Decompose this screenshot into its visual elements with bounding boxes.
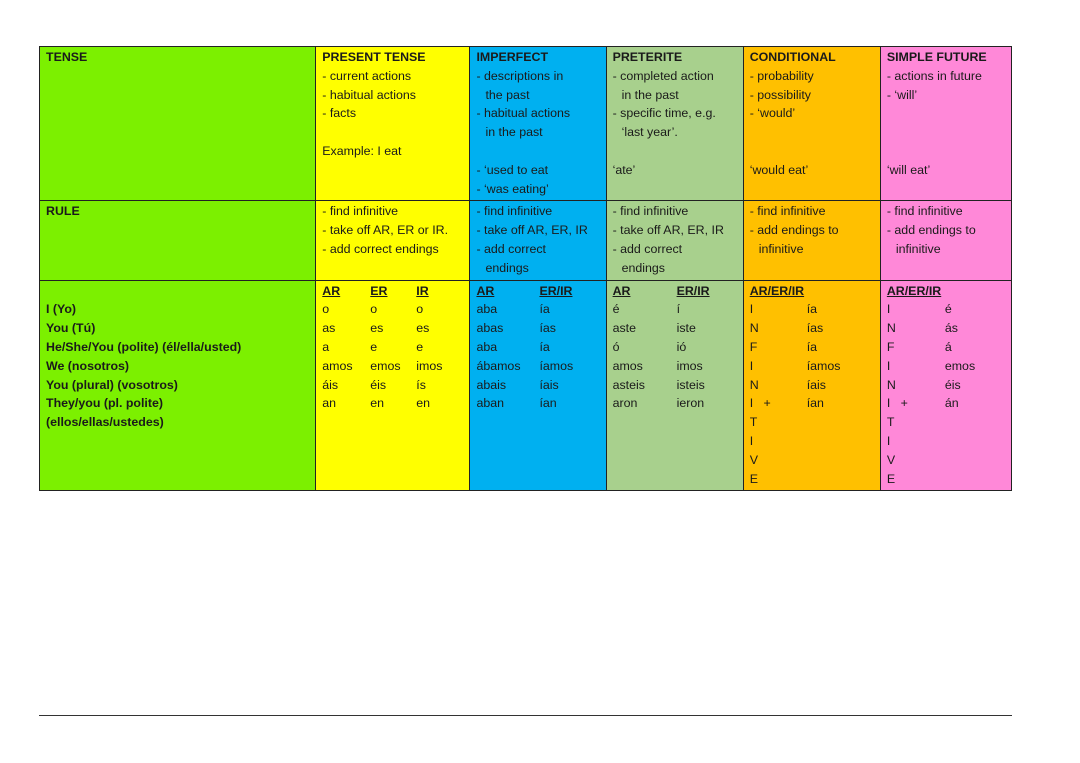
infinitive-letter: N (749, 377, 759, 392)
conditional-rule-cell (743, 201, 880, 280)
imperfect-use-2: the past (485, 87, 530, 102)
future-ending-row (887, 451, 1005, 470)
pronoun-yo: I (Yo) (46, 302, 77, 317)
ending: aron (612, 396, 638, 411)
imperfect-ending-row (476, 376, 599, 395)
preterite-example: ‘ate’ (612, 162, 636, 177)
conditional-ending-row (750, 470, 874, 489)
ending: íamos (806, 358, 841, 373)
verb-tense-table (39, 46, 1012, 491)
imperfect-rule-2: - take off AR, ER, IR (476, 223, 588, 238)
imperfect-ending-row (476, 319, 599, 338)
ending: á (944, 339, 952, 354)
preterite-use-2: in the past (621, 87, 679, 102)
imperfect-rule-1: - find infinitive (476, 204, 553, 219)
ending: án (944, 396, 959, 411)
ending: ás (944, 321, 958, 336)
ending: ía (806, 302, 818, 317)
ending: asteis (612, 377, 645, 392)
conditional-endings-cell (743, 280, 880, 491)
ending: íais (806, 377, 826, 392)
preterite-ending-row (613, 300, 737, 319)
present-use-2: - habitual actions (322, 87, 416, 102)
future-cell (880, 47, 1011, 201)
ending: o (416, 302, 424, 317)
ending: ió (676, 339, 687, 354)
future-endings-cell (880, 280, 1011, 491)
ending: amos (612, 358, 643, 373)
ending: ían (806, 396, 824, 411)
conditional-cell (743, 47, 880, 201)
infinitive-letter: T (886, 415, 895, 430)
imperfect-erir-head: ER/IR (539, 283, 573, 298)
present-use-1: - current actions (322, 68, 412, 83)
ending: iste (676, 321, 696, 336)
ending: áis (322, 377, 339, 392)
present-ending-row (322, 319, 463, 338)
imperfect-ending-row (476, 394, 599, 413)
imperfect-ending-row (476, 338, 599, 357)
ending: o (322, 302, 330, 317)
preterite-erir-head: ER/IR (676, 283, 710, 298)
rule-row (40, 201, 1012, 280)
pronoun-ellos-2: (ellos/ellas/ustedes) (46, 415, 164, 430)
future-rule-1: - find infinitive (886, 204, 963, 219)
ending: ía (539, 339, 550, 354)
preterite-rule-3: - add correct (612, 241, 683, 256)
present-header: PRESENT TENSE (322, 50, 426, 64)
infinitive-letter: I + (886, 396, 908, 411)
future-rule-cell (880, 201, 1011, 280)
future-use-2: - ‘will’ (886, 87, 918, 102)
preterite-endings-header (613, 282, 737, 301)
ending: imos (676, 358, 703, 373)
preterite-ending-row (613, 376, 737, 395)
infinitive-letter: I (886, 433, 891, 448)
ending: emos (370, 358, 401, 373)
imperfect-example-2: - ‘was eating’ (476, 181, 549, 196)
conditional-ending-row (750, 338, 874, 357)
ending: aba (476, 302, 498, 317)
preterite-rule-1: - find infinitive (612, 204, 689, 219)
pronoun-nosotros: We (nosotros) (46, 358, 130, 373)
conditional-example: ‘would eat’ (749, 162, 809, 177)
present-ir-head: IR (416, 283, 429, 298)
ending: ía (806, 339, 818, 354)
imperfect-ending-row (476, 300, 599, 319)
imperfect-rule-3: - add correct (476, 241, 546, 256)
infinitive-letter: I (749, 433, 754, 448)
rule-label: RULE (46, 204, 80, 219)
infinitive-letter: V (886, 452, 896, 467)
ending: imos (416, 358, 443, 373)
preterite-header: PRETERITE (612, 50, 683, 64)
imperfect-rule-cell (470, 201, 606, 280)
preterite-rule-4: endings (621, 260, 665, 275)
infinitive-letter: I (886, 302, 891, 317)
ending: en (370, 396, 385, 411)
conditional-rule-2: - add endings to (749, 223, 839, 238)
ending: ías (539, 321, 556, 336)
ending: íais (539, 377, 559, 392)
conditional-ending-row (750, 376, 874, 395)
ending: abais (476, 377, 507, 392)
conditional-use-2: - possibility (749, 87, 811, 102)
conditional-use-1: - probability (749, 68, 814, 83)
future-rule-3: infinitive (895, 241, 941, 256)
ending: as (322, 321, 336, 336)
conditional-ending-row (750, 357, 874, 376)
preterite-rule-cell (606, 201, 743, 280)
future-example: ‘will eat’ (886, 162, 931, 177)
imperfect-endings-cell (470, 280, 606, 491)
ending: é (944, 302, 952, 317)
preterite-endings-cell (606, 280, 743, 491)
ending: ía (539, 302, 550, 317)
imperfect-header: IMPERFECT (476, 50, 549, 64)
future-ending-row (887, 413, 1005, 432)
preterite-use-1: - completed action (612, 68, 714, 83)
ending: éis (370, 377, 387, 392)
future-ending-row (887, 357, 1005, 376)
ending: an (322, 396, 337, 411)
infinitive-letter: F (749, 339, 758, 354)
present-endings-header (322, 282, 463, 301)
tense-row (40, 47, 1012, 201)
pronoun-el: He/She/You (polite) (él/ella/usted) (46, 339, 242, 354)
ending: isteis (676, 377, 705, 392)
imperfect-ar-head: AR (476, 283, 495, 298)
conditional-header: CONDITIONAL (749, 50, 836, 64)
future-ending-row (887, 470, 1005, 489)
present-ar-head: AR (322, 283, 341, 298)
ending: ábamos (476, 358, 521, 373)
conditional-use-3: - ‘would’ (749, 106, 796, 121)
pronoun-tu: You (Tú) (46, 321, 96, 336)
infinitive-letter: I (886, 358, 891, 373)
imperfect-cell (470, 47, 606, 201)
present-ending-row (322, 338, 463, 357)
ending: e (416, 339, 424, 354)
present-example: Example: I eat (322, 143, 402, 158)
page-footer-divider (39, 715, 1012, 716)
present-ending-row (322, 376, 463, 395)
conditional-ending-row (750, 319, 874, 338)
preterite-ending-row (613, 394, 737, 413)
imperfect-use-3: - habitual actions (476, 106, 571, 121)
imperfect-rule-4: endings (485, 260, 529, 275)
infinitive-letter: I (749, 302, 754, 317)
present-rule-2: - take off AR, ER or IR. (322, 223, 449, 238)
conditional-ending-row (750, 413, 874, 432)
future-ending-row (887, 432, 1005, 451)
future-ending-row (887, 394, 1005, 413)
rule-label-cell (40, 201, 316, 280)
ending: o (370, 302, 378, 317)
conditional-endings-header (750, 282, 874, 301)
imperfect-use-1: - descriptions in (476, 68, 564, 83)
ending: aba (476, 339, 498, 354)
conditional-rule-3: infinitive (758, 241, 804, 256)
pronoun-cell (40, 280, 316, 491)
preterite-ar-head: AR (612, 283, 631, 298)
infinitive-letter: E (749, 471, 758, 486)
imperfect-use-4: in the past (485, 125, 543, 140)
ending: es (416, 321, 430, 336)
present-endings-cell (316, 280, 470, 491)
tense-label-cell (40, 47, 316, 201)
future-ending-row (887, 376, 1005, 395)
ending: aban (476, 396, 505, 411)
infinitive-letter: E (886, 471, 896, 486)
ending: ís (416, 377, 426, 392)
infinitive-letter: F (886, 339, 895, 354)
ending: es (370, 321, 384, 336)
pronoun-ellos: They/you (pl. polite) (46, 396, 164, 411)
future-use-1: - actions in future (886, 68, 982, 83)
future-rule-2: - add endings to (886, 223, 976, 238)
infinitive-letter: N (749, 321, 759, 336)
present-tense-cell (316, 47, 470, 201)
present-rule-1: - find infinitive (322, 204, 399, 219)
preterite-ending-row (613, 338, 737, 357)
ending: emos (944, 358, 976, 373)
future-ending-row (887, 338, 1005, 357)
ending: ieron (676, 396, 705, 411)
conditional-rule-1: - find infinitive (749, 204, 826, 219)
preterite-cell (606, 47, 743, 201)
present-ending-row (322, 300, 463, 319)
infinitive-letter: N (886, 321, 896, 336)
preterite-rule-2: - take off AR, ER, IR (612, 223, 724, 238)
present-rule-3: - add correct endings (322, 241, 439, 256)
ending: é (612, 302, 620, 317)
future-head: AR/ER/IR (886, 283, 942, 298)
conditional-head: AR/ER/IR (749, 283, 805, 298)
future-endings-header (887, 282, 1005, 301)
present-use-3: - facts (322, 106, 357, 121)
future-header: SIMPLE FUTURE (886, 50, 987, 64)
ending: e (370, 339, 378, 354)
ending: en (416, 396, 431, 411)
infinitive-letter: V (749, 452, 758, 467)
conditional-ending-row (750, 300, 874, 319)
ending: ían (539, 396, 557, 411)
pronoun-vosotros: You (plural) (vosotros) (46, 377, 178, 392)
conditional-ending-row (750, 432, 874, 451)
ending: í (676, 302, 681, 317)
imperfect-example-1: - ‘used to eat (476, 162, 549, 177)
ending: aste (612, 321, 636, 336)
infinitive-letter: I + (749, 396, 771, 411)
present-rule-cell (316, 201, 470, 280)
endings-row (40, 280, 1012, 491)
present-er-head: ER (370, 283, 388, 298)
infinitive-letter: I (749, 358, 754, 373)
tense-label: TENSE (46, 50, 88, 64)
future-ending-row (887, 319, 1005, 338)
ending: ó (612, 339, 620, 354)
preterite-ending-row (613, 357, 737, 376)
present-ending-row (322, 357, 463, 376)
conditional-ending-row (750, 394, 874, 413)
future-ending-row (887, 300, 1005, 319)
preterite-use-4: ‘last year’. (621, 125, 678, 140)
preterite-ending-row (613, 319, 737, 338)
ending: íamos (539, 358, 574, 373)
conditional-ending-row (750, 451, 874, 470)
ending: abas (476, 321, 504, 336)
ending: éis (944, 377, 961, 392)
present-ending-row (322, 394, 463, 413)
imperfect-endings-header (476, 282, 599, 301)
ending: ías (806, 321, 824, 336)
imperfect-ending-row (476, 357, 599, 376)
ending: a (322, 339, 330, 354)
infinitive-letter: N (886, 377, 896, 392)
ending: amos (322, 358, 353, 373)
infinitive-letter: T (749, 415, 758, 430)
preterite-use-3: - specific time, e.g. (612, 106, 716, 121)
